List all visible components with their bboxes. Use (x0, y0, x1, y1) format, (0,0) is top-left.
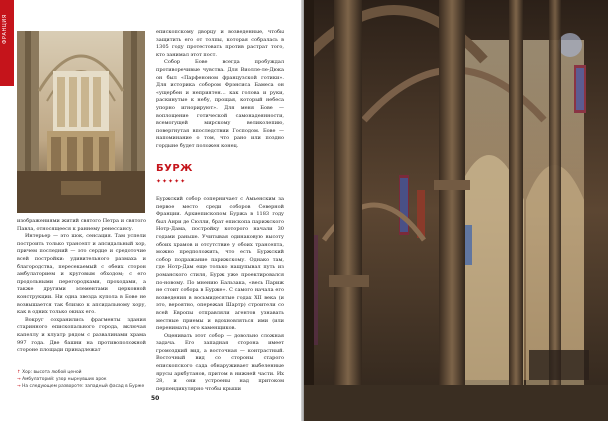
paragraph: Вокруг сохранились фрагменты здания старинного епископального города, включая капеллу и клуатр рядом с развалинами храма 997 года. Две башни на противоположной стороне площади принадлежат (17, 316, 146, 354)
paragraph: Интерьер — это шок, сенсация. Там успели построить только трансепт и апсидальный хор, причем последний — это сердце и средоточие всей постройки: удивительного размаха и благородства, пересекаемый с обеих сторон амбулаторием и круговым обходом; с его продольными перегородками, проходами, а также другими элементами церковной конструкции. Ни одна звезда купола в Бове не возвышается так близко к апсидальному хору, как в одних только окнах его. (17, 233, 146, 316)
caption: ↑ Хор: высота любой ценой (17, 370, 82, 375)
right-column-top-text (156, 29, 284, 151)
paragraph: Оценивать этот собор — довольно сложная задача. Его западная сторона имеет громоздкий вид, а восточная — контрастный. Восточный вид со стороны старого епископского сада обнаруживает выбеленные ярусы аркбутанов, притом в нижней части. Их 28, и они устроены над притоком перпендикулярно чтобы крыши (156, 332, 284, 392)
arrow-icon: → (17, 377, 21, 382)
cathedral-choir-illustration (17, 31, 145, 213)
right-column-bottom-text (156, 196, 284, 393)
cathedral-ambulatory-illustration (304, 0, 608, 421)
ambulatory-photo (304, 0, 608, 421)
paragraph: епископскому дворцу и возведенные, чтобы защитить его от толпы, которая собралась в 1305 году протестовать против растрат того, кто занимал этот пост. (156, 29, 284, 58)
left-column-text (17, 218, 146, 355)
choir-photo (17, 31, 145, 213)
caption: → На следующем развороте: западный фасад в Бурже (17, 384, 145, 389)
section-heading: БУРЖ (156, 163, 193, 174)
paragraph: изображениями житий святого Петра и святого Павла, относящееся к раннему ренессансу. (17, 218, 146, 232)
country-tab (0, 0, 14, 86)
left-page (0, 0, 302, 421)
caption: → Амбулаторий: узор нырнувших арок (17, 377, 107, 382)
paragraph: Буржский собор соперничает с Амьенским за первое место среди соборов Северной Франции. Архиепископом Буржа в 1183 году был Анри де Сюлли, брат епископа парижского Нотр-Дама, постройку которого начали 30 годами раньше. Учитывая одинаковую высоту обоих храмов и отсутствие у обоих трансепта, можно предположить, что есть Буржский собор подражание парижскому. Однако там, где Нотр-Дам еще только нащупывал путь из романского стиля, Бурж уже проектировался по-новому. По мнению Бальзака, «весь Париж не стоит собора в Бурже». С самого начала его возведения в восьмидесятые годах XII века (и это, вероятно, опережая Шартр) строители со всей Европы отправляли агентов узнавать местные приемы и вдохновляться ими (или перенимать) его каменщиков. (156, 196, 284, 332)
heading-ornament: ✦✦✦✦✦ (156, 178, 187, 185)
page-number: 50 (151, 395, 160, 402)
arrow-icon: ↑ (17, 370, 21, 375)
country-tab-label: ФРАНЦИЯ (2, 14, 8, 44)
paragraph: Собор Бове всегда пробуждал противоречивые чувства. Для Виолле-ле-Дюка он был «Парфеноном французской готики». Для историка собором Фрэнсиса Бамеса он «ущербен и неприятен… как голова и руки, раскинутые к небу, прощая, который небеса упорно игнорируют». Для меня Бове — воплощение готической самонадеянности, всемогущей мирскому великолепию, повергнутая впоследствии Господом. Бове — напоминание о том, что рано или поздно гордыне будет положен конец. (156, 59, 284, 149)
arrow-icon: → (17, 384, 21, 389)
